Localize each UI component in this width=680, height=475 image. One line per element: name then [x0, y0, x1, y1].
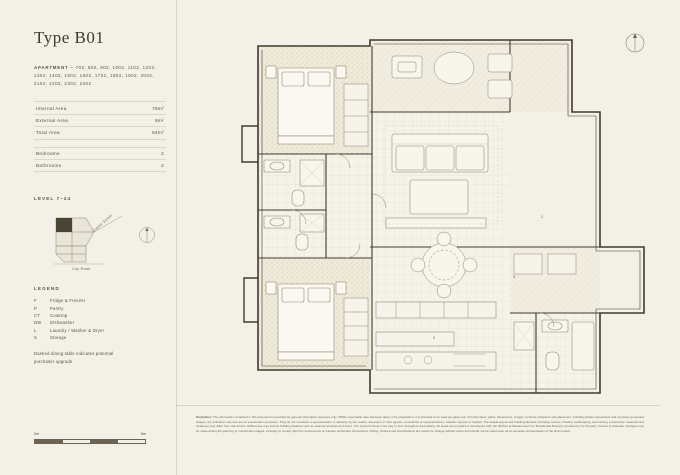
legend: [34, 286, 166, 364]
apartment-list: [34, 64, 166, 88]
level-label: LEVEL 7–24: [34, 196, 72, 202]
scale-max: 5m: [140, 432, 146, 436]
legend-key: DW: [34, 320, 42, 326]
keyplan-road-clarke: Clarke Street: [92, 213, 114, 234]
area-value: 76m²: [152, 105, 164, 111]
vertical-divider: [176, 0, 177, 475]
plan-number-3: 3: [512, 274, 516, 279]
legend-key: L: [34, 327, 37, 333]
apartment-numbers: 702, 802, 902, 1002, 1102, 1202, 1302, 1402, 1502, 1602, 1702, 1802, 1902, 2002, 2102, 2202, 2302, 2402: [34, 65, 157, 87]
table-row: [34, 115, 166, 127]
legend-key: F: [34, 298, 37, 304]
scale-min: 0m: [34, 432, 40, 436]
list-item: [34, 327, 166, 334]
disclaimer-prefix: Disclaimer:: [196, 415, 213, 419]
horizontal-divider: [176, 405, 660, 406]
table-row: [34, 127, 166, 139]
floorplan-svg: [196, 22, 660, 400]
table-row: [34, 147, 166, 160]
room-value: 2: [161, 163, 164, 169]
disclaimer: [196, 415, 644, 434]
legend-note: Dashed dining table indicates potential purchaser upgrade: [34, 351, 114, 364]
info-column: [34, 28, 166, 365]
area-table: [34, 101, 166, 172]
keyplan-road-city: City Road: [72, 267, 91, 272]
list-item: [34, 297, 166, 304]
legend-key: S: [34, 335, 38, 341]
page-title: Type B01: [34, 28, 105, 47]
list-item: [34, 319, 166, 326]
key-plan: [34, 210, 166, 272]
table-row: [34, 102, 166, 114]
room-value: 2: [161, 150, 164, 156]
area-label: External Area: [36, 117, 69, 123]
legend-desc: Laundry / Washer & Dryer: [50, 327, 105, 333]
room-label: Bedrooms: [36, 150, 60, 156]
scale-bar: [34, 432, 146, 442]
plan-number-1: 1: [540, 214, 544, 219]
disclaimer-text: The information contained in this document is provided for general information purposes only. Whilst reasonable care has been taken in its preparation, it is intended to be used as guide only. All information, plans, dimensions, images, furniture inclusions and placement, including artists impressions and computer generated images, are indicative only and are for presentation purposes. They do not constitute a representation or warranty by the vendor, developer or their agents, consultants or representatives, whether express or implied. The façade layout and building likeness (including colours, finishes, landscaping, surrounding construction materials and locations) may differ from that shown. Differences may include building features such as external windows and doors. The columns shown may vary in size throughout the building. All areas are provided in accordance with the Method of Measurement for Residential Property provided by the Property Council of Australia. Changes may be made during the planning or construction stages, including to comply with the requirements of relevant authorities. Dimensions, fittings, finishes and specifications are subject to change without notice and should not be relied upon as an accurate representation of the final product.: [196, 415, 644, 434]
legend-title: LEGEND: [34, 286, 60, 292]
floorplan-drawing: [196, 22, 660, 400]
legend-desc: Pantry: [50, 305, 64, 311]
plan-number-2: 2: [432, 335, 436, 340]
apartment-heading: APARTMENT –: [34, 65, 74, 70]
area-value: 84m²: [152, 130, 164, 136]
legend-key: P: [34, 305, 38, 311]
legend-desc: Cooktop: [50, 312, 68, 318]
area-value: 8m²: [155, 117, 164, 123]
table-row: [34, 160, 166, 172]
area-label: Total Area: [36, 130, 60, 136]
legend-key: CT: [34, 312, 41, 318]
legend-desc: Storage: [50, 335, 67, 341]
room-label: Bathrooms: [36, 163, 62, 169]
north-arrow-icon: [136, 224, 158, 246]
area-label: Internal Area: [36, 105, 67, 111]
list-item: [34, 305, 166, 312]
list-item: [34, 334, 166, 341]
legend-desc: Fridge & Freezer: [50, 298, 86, 304]
legend-desc: Dishwasher: [50, 320, 75, 326]
scale-bar-graphic: [34, 439, 146, 444]
north-arrow-icon: [622, 30, 648, 56]
list-item: [34, 312, 166, 319]
